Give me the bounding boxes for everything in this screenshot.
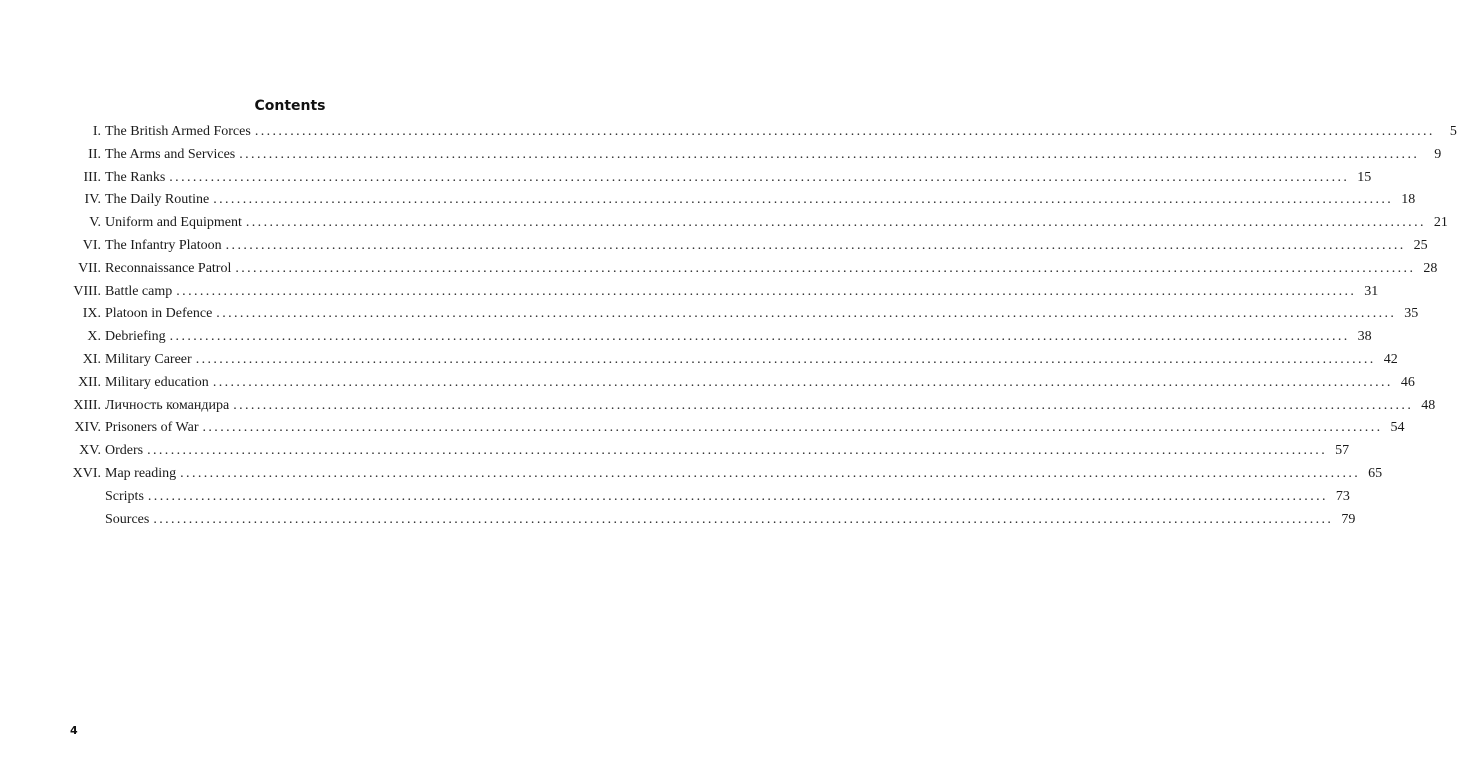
toc-entry-title: Map reading <box>105 465 177 481</box>
toc-entry-title: Battle camp <box>105 283 173 299</box>
toc-leader-dots: ........................................................................................................................................................................................................ <box>239 146 1420 162</box>
toc-entry-number: VII. <box>78 260 101 276</box>
toc-entry <box>68 121 1457 144</box>
toc-entry <box>68 440 1350 463</box>
toc-entry <box>68 326 1372 349</box>
toc-entry-page: 9 <box>1434 146 1442 162</box>
toc-leader-dots: ........................................................................................................................................................................................................ <box>195 351 1376 367</box>
toc-entry-page: 38 <box>1357 329 1372 345</box>
toc-leader-dots: ........................................................................................................................................................................................................ <box>233 397 1414 413</box>
toc-entry-title: Личность командира <box>105 397 230 413</box>
toc-entry <box>68 144 1442 167</box>
toc-entry-page: 21 <box>1433 215 1448 231</box>
toc-entry-page: 42 <box>1383 351 1398 367</box>
toc-entry-page: 25 <box>1413 237 1428 253</box>
toc-entry <box>68 189 1416 212</box>
toc-entry-number: III. <box>83 169 101 185</box>
toc-entry-page: 79 <box>1341 511 1356 527</box>
toc-entry <box>68 167 1372 190</box>
toc-entry-number: XVI. <box>72 465 101 481</box>
toc-entry <box>68 463 1383 486</box>
toc-entry-number: X. <box>87 329 101 345</box>
toc-entry <box>68 281 1379 304</box>
toc-entry <box>68 258 1438 281</box>
toc-entry-number: XI. <box>82 351 101 367</box>
toc-entry <box>68 509 1356 532</box>
toc-entry-number: VI. <box>82 237 101 253</box>
toc-entry-page: 46 <box>1400 374 1415 390</box>
toc-leader-dots: ........................................................................................................................................................................................................ <box>147 488 1328 504</box>
toc-leader-dots: ........................................................................................................................................................................................................ <box>212 374 1393 390</box>
toc-entry-title: The Daily Routine <box>105 192 210 208</box>
toc-entry-page: 31 <box>1364 283 1379 299</box>
toc-leader-dots: ........................................................................................................................................................................................................ <box>169 169 1350 185</box>
page-number: 4 <box>70 724 78 737</box>
toc-entry-page: 57 <box>1335 443 1350 459</box>
toc-leader-dots: ........................................................................................................................................................................................................ <box>153 511 1334 527</box>
toc-entry-number: VIII. <box>73 283 101 299</box>
toc-entry <box>68 372 1415 395</box>
toc-leader-dots: ........................................................................................................................................................................................................ <box>180 465 1361 481</box>
toc-entry-title: Reconnaissance Patrol <box>105 260 232 276</box>
toc-entry-title: Military Career <box>105 351 192 367</box>
toc-entry-title: Uniform and Equipment <box>105 215 242 231</box>
toc-entry <box>68 395 1436 418</box>
toc-entry-title: The Arms and Services <box>105 146 236 162</box>
toc-entry-number: XIV. <box>74 420 101 436</box>
toc-entry-number: XII. <box>78 374 101 390</box>
toc-entry-title: The Ranks <box>105 169 166 185</box>
toc-entry-number: II. <box>88 146 101 162</box>
toc-leader-dots: ........................................................................................................................................................................................................ <box>216 306 1397 322</box>
toc-entry-title: Sources <box>105 511 150 527</box>
toc-entry-number: V. <box>89 215 101 231</box>
toc-entry-page: 15 <box>1357 169 1372 185</box>
toc-leader-dots: ........................................................................................................................................................................................................ <box>235 260 1416 276</box>
toc-entry-page: 54 <box>1390 420 1405 436</box>
toc-entry <box>68 303 1419 326</box>
toc-entry <box>68 349 1398 372</box>
toc-entry-page: 73 <box>1335 488 1350 504</box>
toc-leader-dots: ........................................................................................................................................................................................................ <box>254 124 1435 139</box>
toc-entry-page: 65 <box>1368 465 1383 481</box>
toc-entry-page: 18 <box>1401 192 1416 208</box>
toc-entry-page: 35 <box>1404 306 1419 322</box>
toc-entry-number: XIII. <box>73 397 101 413</box>
toc-entry-number: IV. <box>84 192 101 208</box>
toc-entry <box>68 417 1405 440</box>
toc-leader-dots: ........................................................................................................................................................................................................ <box>169 329 1350 345</box>
toc-entry <box>68 486 1350 509</box>
table-of-contents <box>68 121 1457 531</box>
toc-entry-title: Scripts <box>105 488 144 504</box>
page-title: Contents <box>254 98 326 114</box>
toc-leader-dots: ........................................................................................................................................................................................................ <box>176 283 1357 299</box>
toc-entry-number: XV. <box>79 443 101 459</box>
toc-leader-dots: ........................................................................................................................................................................................................ <box>245 215 1426 231</box>
toc-entry-title: Prisoners of War <box>105 420 199 436</box>
toc-leader-dots: ........................................................................................................................................................................................................ <box>225 237 1406 253</box>
toc-entry-page: 28 <box>1423 260 1438 276</box>
toc-leader-dots: ........................................................................................................................................................................................................ <box>213 192 1394 208</box>
toc-entry-title: The British Armed Forces <box>105 124 251 139</box>
toc-entry-title: Orders <box>105 443 144 459</box>
toc-entry <box>68 235 1428 258</box>
toc-entry-title: Platoon in Defence <box>105 306 213 322</box>
toc-entry-title: Military education <box>105 374 209 390</box>
toc-leader-dots: ........................................................................................................................................................................................................ <box>202 420 1383 436</box>
toc-entry-title: Debriefing <box>105 329 166 345</box>
toc-leader-dots: ........................................................................................................................................................................................................ <box>147 443 1328 459</box>
toc-entry <box>68 212 1448 235</box>
toc-entry-page: 5 <box>1449 124 1457 139</box>
toc-entry-number: IX. <box>82 306 101 322</box>
toc-entry-number: I. <box>92 124 101 139</box>
toc-entry-page: 48 <box>1421 397 1436 413</box>
toc-entry-title: The Infantry Platoon <box>105 237 222 253</box>
